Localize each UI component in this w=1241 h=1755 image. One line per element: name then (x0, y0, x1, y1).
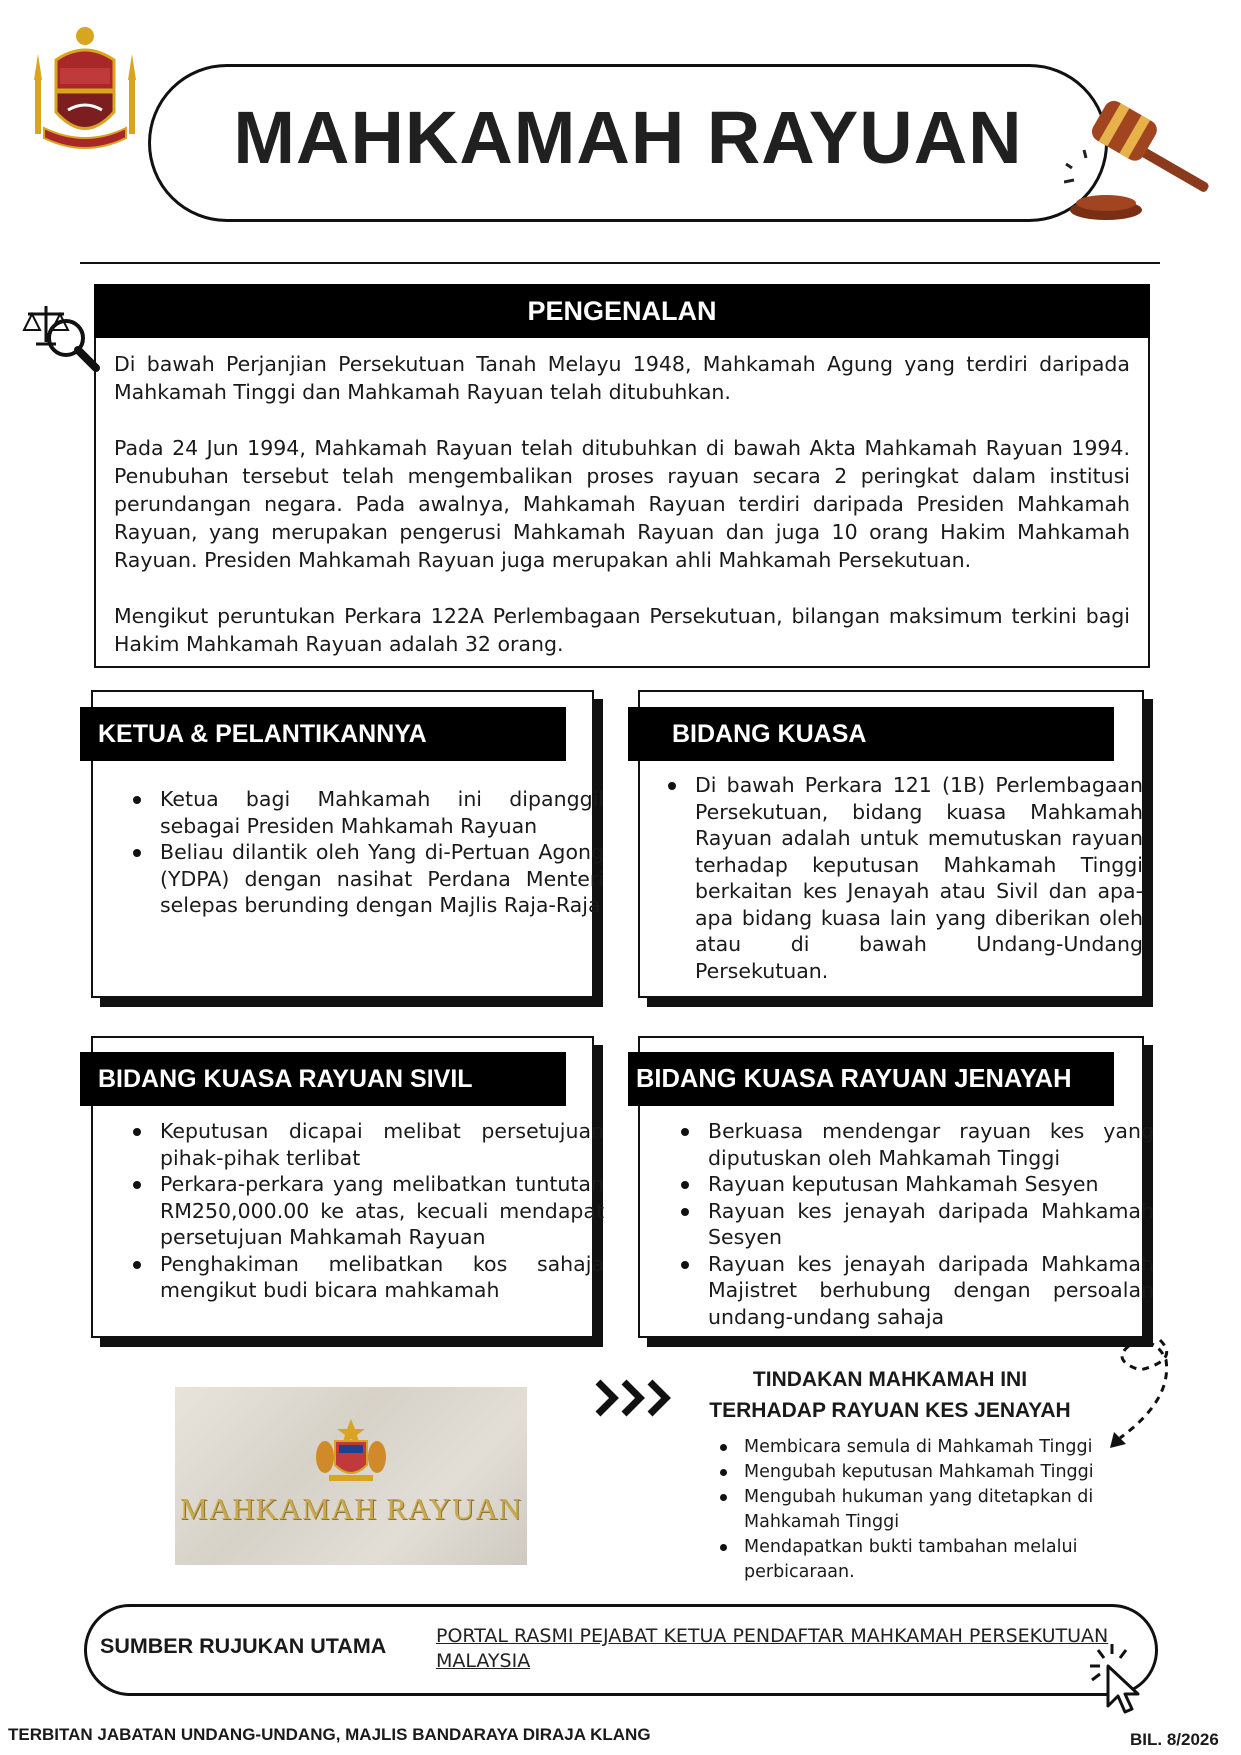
intro-paragraph: Di bawah Perjanjian Persekutuan Tanah Melayu 1948, Mahkamah Agung yang terdiri daripada Mahkamah Tinggi dan Mahkamah Rayuan telah ditubuhkan. (114, 352, 1130, 404)
chevrons-right-icon (594, 1376, 678, 1420)
intro-paragraph: Mengikut peruntukan Perkara 122A Perlembagaan Persekutuan, bilangan maksimum terkini bagi Hakim Mahkamah Rayuan adalah 32 orang. (114, 604, 1130, 656)
reference-link[interactable]: PORTAL RASMI PEJABAT KETUA PENDAFTAR MAHKAMAH PERSEKUTUAN MALAYSIA (436, 1625, 1109, 1672)
bidang-kuasa-list (655, 772, 1143, 984)
cursor-click-icon (1090, 1644, 1150, 1716)
list-item: Mendapatkan bukti tambahan melalui perbicaraan. (744, 1535, 1124, 1585)
gavel-icon (1064, 98, 1224, 228)
rayuan-sivil-list (120, 1118, 604, 1304)
court-sign-photo (175, 1387, 527, 1565)
council-emblem-icon (26, 20, 144, 155)
intro-heading: PENGENALAN (94, 284, 1150, 338)
list-item: Ketua bagi Mahkamah ini dipanggil sebagai Presiden Mahkamah Rayuan (160, 787, 604, 838)
bidang-kuasa-heading: BIDANG KUASA (628, 707, 1114, 761)
tindakan-list (704, 1435, 1124, 1585)
list-item: Di bawah Perkara 121 (1B) Perlembagaan Persekutuan, bidang kuasa Mahkamah Rayuan adalah untuk memutuskan rayuan terhadap keputusan Mahkamah Tinggi berkaitan kes Jenayah atau Sivil dan apa-apa bidang kuasa lain yang diberikan oleh atau di bawah Undang-Undang Persekutuan. (695, 773, 1143, 983)
publisher-credit: TERBITAN JABATAN UNDANG-UNDANG, MAJLIS BANDARAYA DIRAJA KLANG (8, 1725, 651, 1744)
page-title: MAHKAMAH RAYUAN (233, 96, 1023, 179)
list-item: Mengubah keputusan Mahkamah Tinggi (744, 1460, 1124, 1485)
tindakan-heading-line: TERHADAP RAYUAN KES JENAYAH (709, 1399, 1071, 1422)
list-item: Keputusan dicapai melibat persetujuan pihak-pihak terlibat (160, 1119, 604, 1170)
tindakan-heading (680, 1364, 1100, 1426)
court-sign-text: MAHKAMAH RAYUAN (180, 1491, 522, 1526)
ketua-heading: KETUA & PELANTIKANNYA (80, 707, 566, 761)
issue-number: BIL. 8/2026 (1130, 1730, 1219, 1749)
list-item: Beliau dilantik oleh Yang di-Pertuan Agong (YDPA) dengan nasihat Perdana Menteri selepas berunding dengan Majlis Raja-Raja (160, 840, 604, 917)
scales-magnifier-icon (22, 300, 102, 375)
coat-of-arms-icon (311, 1417, 391, 1487)
list-item: Rayuan keputusan Mahkamah Sesyen (708, 1171, 1154, 1198)
rayuan-jenayah-heading: BIDANG KUASA RAYUAN JENAYAH (628, 1052, 1114, 1106)
tindakan-heading-line: TINDAKAN MAHKAMAH INI (752, 1368, 1028, 1391)
list-item: Membicara semula di Mahkamah Tinggi (744, 1435, 1124, 1460)
rayuan-sivil-heading: BIDANG KUASA RAYUAN SIVIL (80, 1052, 566, 1106)
list-item: Rayuan kes jenayah daripada Mahkamah Majistret berhubung dengan persoalan undang-undang sahaja (708, 1251, 1154, 1329)
ketua-list (120, 786, 604, 919)
intro-paragraph: Pada 24 Jun 1994, Mahkamah Rayuan telah ditubuhkan di bawah Akta Mahkamah Rayuan 1994. Penubuhan tersebut telah mengembalikan proses rayuan secara 2 peringkat dalam institusi perundangan negara. Pada awalnya, Mahkamah Rayuan terdiri daripada Presiden Mahkamah Rayuan, yang merupakan pengerusi Mahkamah Rayuan dan juga 10 orang Hakim Mahkamah Rayuan. Presiden Mahkamah Rayuan juga merupakan ahli Mahkamah Persekutuan. (114, 436, 1130, 572)
intro-body (114, 350, 1130, 686)
list-item: Penghakiman melibatkan kos sahaja mengikut budi bicara mahkamah (160, 1251, 604, 1302)
header-divider (80, 262, 1160, 264)
list-item: Mengubah hukuman yang ditetapkan di Mahkamah Tinggi (744, 1485, 1124, 1535)
reference-label: SUMBER RUJUKAN UTAMA (100, 1634, 387, 1658)
rayuan-jenayah-list (668, 1118, 1154, 1330)
list-item: Rayuan kes jenayah daripada Mahkamah Sesyen (708, 1198, 1154, 1249)
list-item: Perkara-perkara yang melibatkan tuntutan RM250,000.00 ke atas, kecuali mendapat persetujuan Mahkamah Rayuan (160, 1172, 604, 1249)
list-item: Berkuasa mendengar rayuan kes yang diputuskan oleh Mahkamah Tinggi (708, 1119, 1154, 1170)
